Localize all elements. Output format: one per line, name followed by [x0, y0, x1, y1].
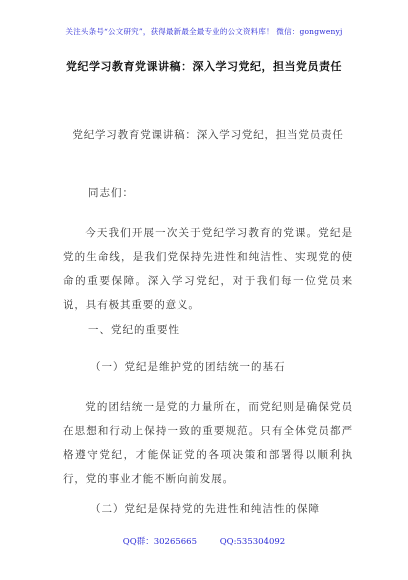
header-banner: 关注头条号“公文研究”，获得最新最全最专业的公文资料库！ 微信：gongwenyj [65, 27, 343, 36]
greeting: 同志们： [88, 187, 134, 199]
intro-paragraph [63, 221, 353, 317]
document-title: 党纪学习教育党课讲稿：深入学习党纪，担当党员责任 [66, 60, 342, 73]
body-paragraph-1-text: 党的团结统一是党的力量所在，而党纪则是确保党员在思想和行动上保持一致的重要规范。只有全体党员都严格遵守党纪，才能保证党的各项决策和部署得以顺利执行，党的事业才能不断向前发展。 [63, 401, 353, 485]
qq-group-number: QQ群：30265665 [122, 537, 197, 547]
qq-number: QQ:535304092 [219, 537, 286, 547]
footer-contact [0, 535, 408, 547]
section-heading-1: 一、党纪的重要性 [88, 324, 180, 336]
body-paragraph-1 [63, 395, 353, 491]
sub-heading-2: （二）党纪是保持党的先进性和纯洁性的保障 [90, 503, 320, 515]
sub-heading-1: （一）党纪是维护党的团结统一的基石 [90, 361, 286, 373]
document-subtitle: 党纪学习教育党课讲稿：深入学习党纪，担当党员责任 [72, 129, 344, 141]
intro-paragraph-text: 今天我们开展一次关于党纪学习教育的党课。党纪是党的生命线，是我们党保持先进性和纯洁性、实现党的使命的重要保障。深入学习党纪，对于我们每一位党员来说，具有极其重要的意义。 [63, 227, 353, 311]
